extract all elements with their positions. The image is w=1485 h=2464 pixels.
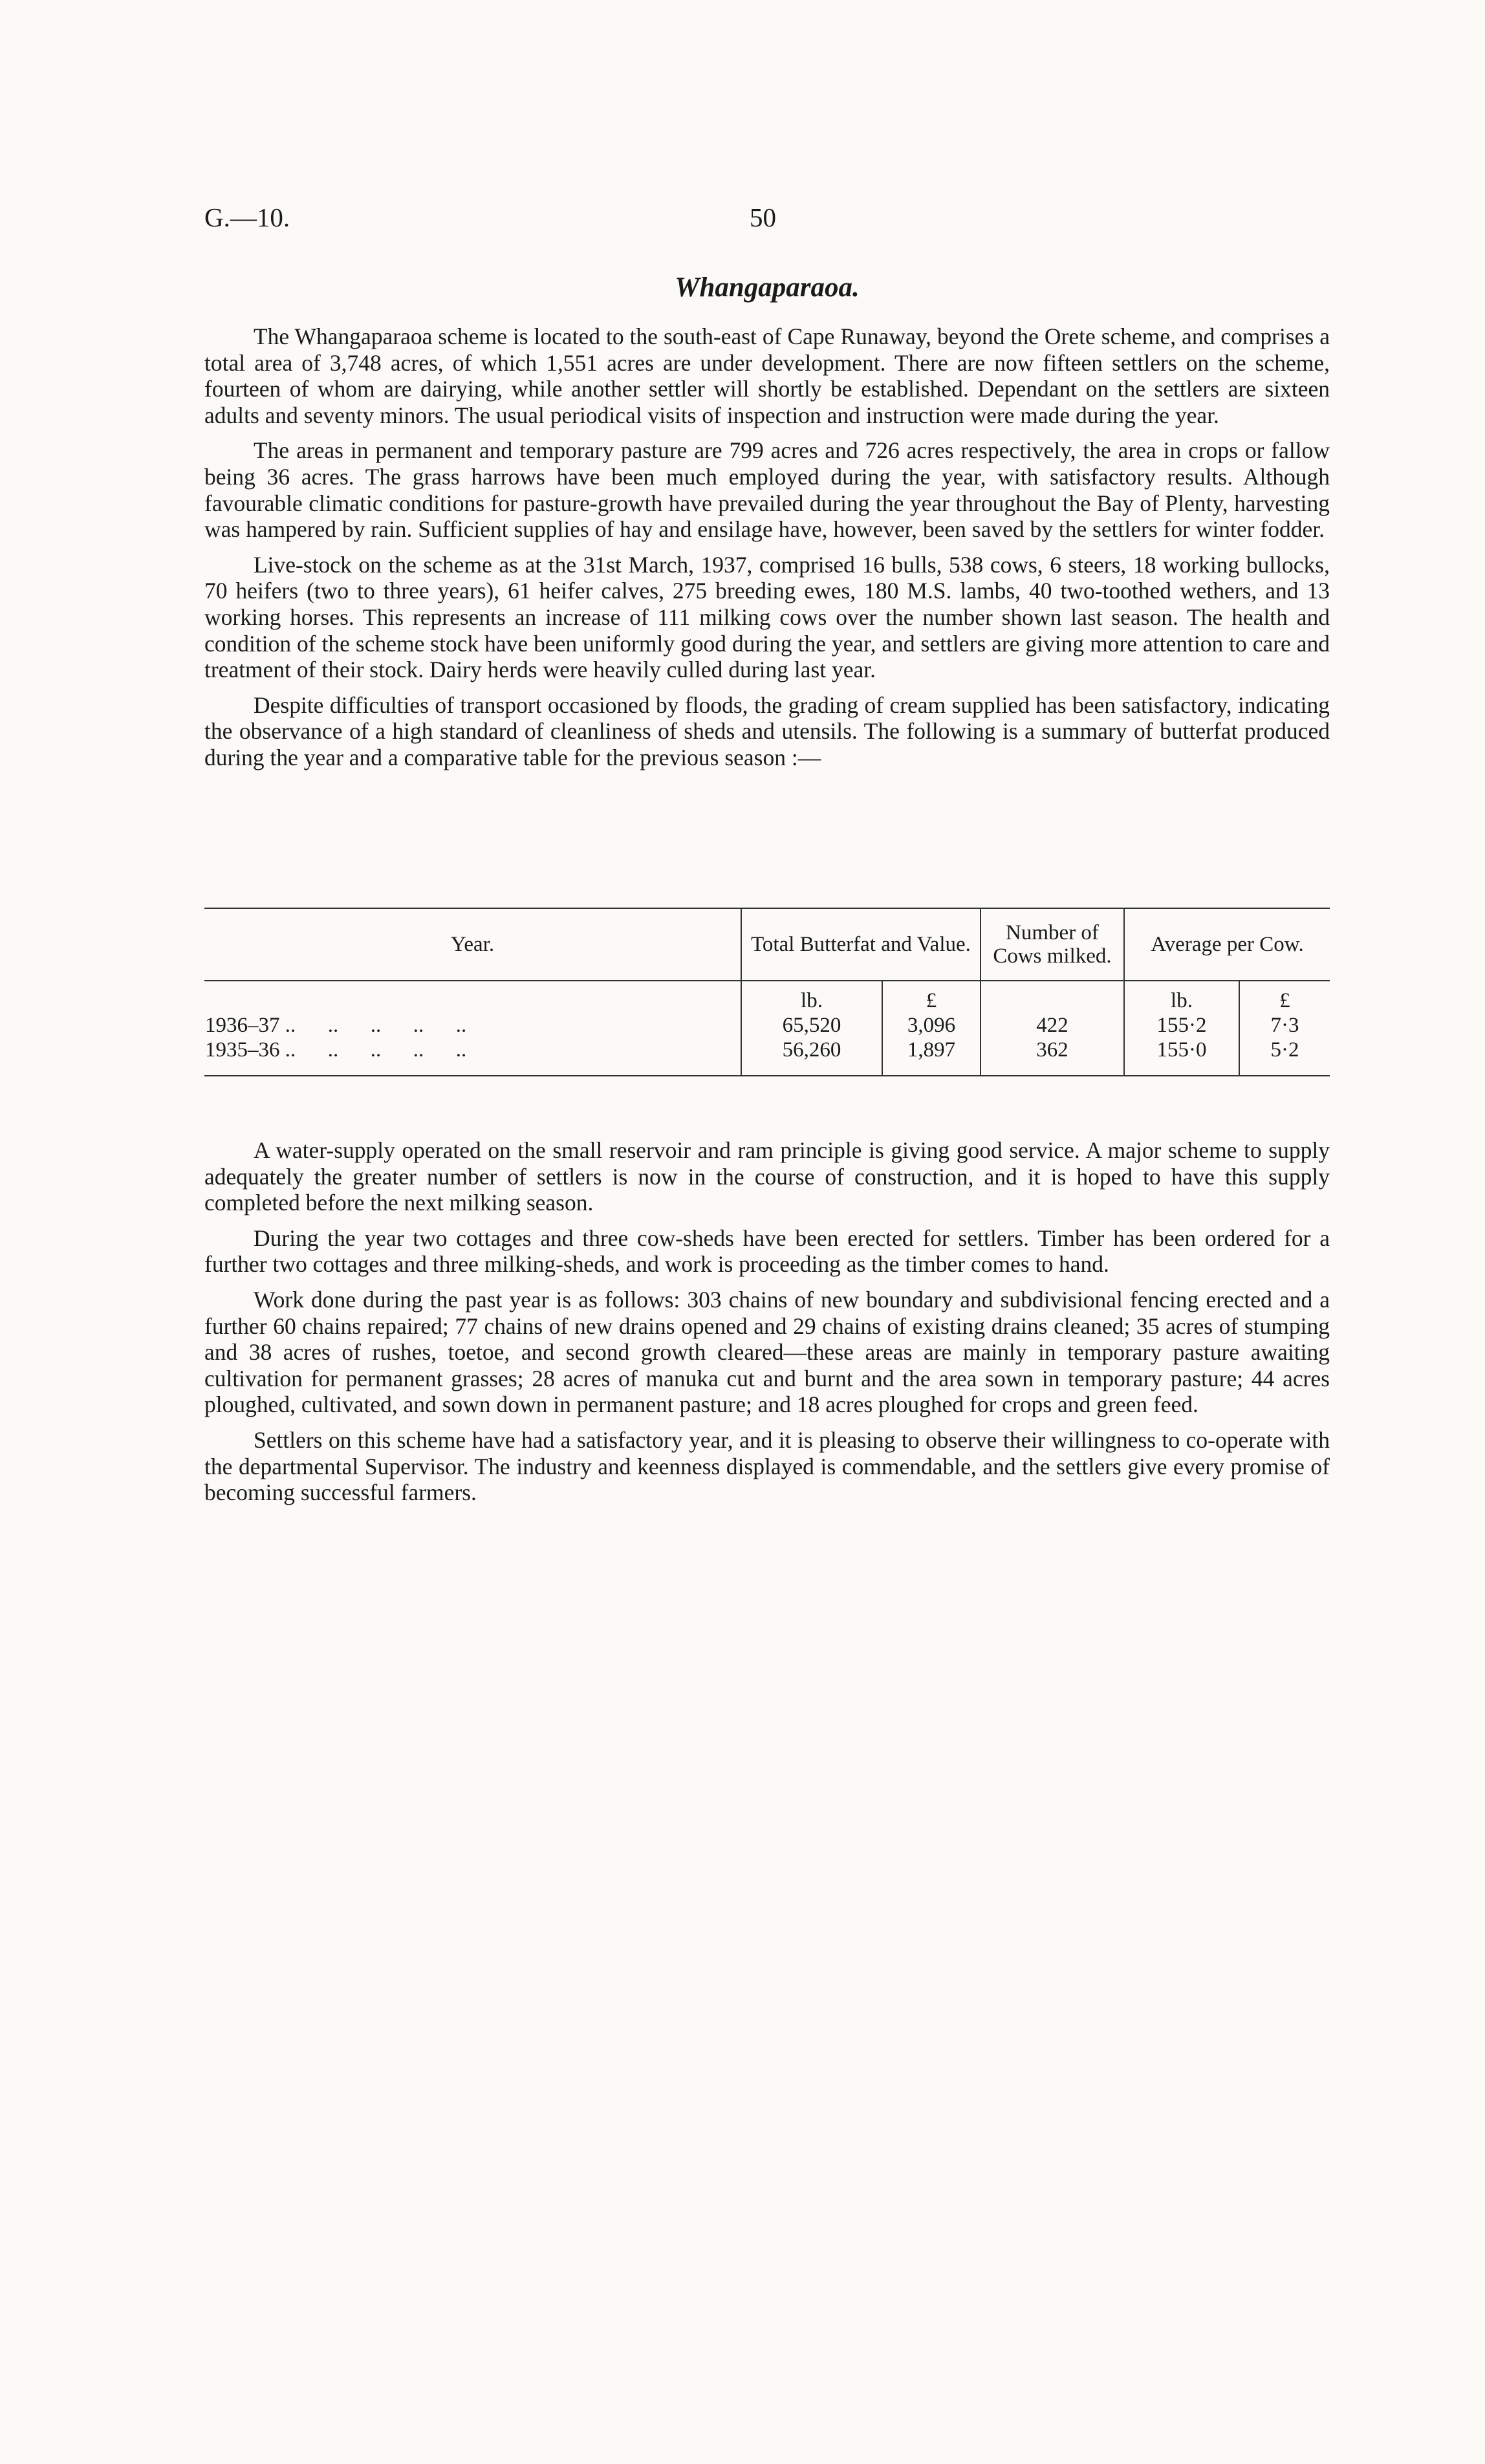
body-text-top <box>204 323 1330 780</box>
header-year: Year. <box>450 933 495 956</box>
paragraph: A water-supply operated on the small reservoir and ram principle is giving good service. A major scheme to supply adequately the greater number of settlers is now in the course of construction, and it is hoped to have this supply completed before the next milking season. <box>204 1137 1330 1216</box>
paragraph: The areas in permanent and temporary pasture are 799 acres and 726 acres respectively, the area in crops or fallow being 36 acres. The grass harrows have been much employed during the year, with satisfactory results. Although favourable climatic conditions for pasture-growth have prevailed during the year throughout the Bay of Plenty, harvesting was hampered by rain. Sufficient supplies of hay and ensilage have, however, been saved by the settlers for winter fodder. <box>204 437 1330 543</box>
unit-average-lb: lb. <box>1124 981 1239 1013</box>
butterfat-table <box>204 908 1330 1076</box>
page-number: 50 <box>750 202 776 232</box>
document-reference: G.—10. <box>204 202 290 232</box>
paragraph: The Whangaparaoa scheme is located to the south-east of Cape Runaway, beyond the Orete scheme, and comprises a total area of 3,748 acres, of which 1,551 acres are under development. There are now fifteen settlers on the scheme, fourteen of whom are dairying, while another settler will shortly be established. Dependant on the settlers are sixteen adults and seventy minors. The usual periodical visits of inspection and instruction were made during the year. <box>204 323 1330 428</box>
table-row <box>204 1038 1330 1062</box>
unit-butterfat-lb: lb. <box>741 981 882 1013</box>
row-year: 1935–36 .. .. .. .. .. <box>205 1038 467 1062</box>
row-value: 1,897 <box>882 1038 981 1062</box>
header-cows: Number of Cows milked. <box>981 909 1124 981</box>
row-average-lb: 155·0 <box>1124 1038 1239 1062</box>
table-row <box>204 1013 1330 1038</box>
paragraph: Settlers on this scheme have had a satisfactory year, and it is pleasing to observe their willingness to co-operate with the departmental Supervisor. The industry and keenness displayed is commendable, and the settlers give every promise of becoming successful farmers. <box>204 1426 1330 1506</box>
paragraph: Work done during the past year is as follows: 303 chains of new boundary and subdivisional fencing erected and a further 60 chains repaired; 77 chains of new drains opened and 29 chains of existing drains cleaned; 35 acres of stumping and 38 acres of rushes, toetoe, and second growth cleared—these areas are mainly in temporary pasture awaiting cultivation for permanent grasses; 28 acres of manuka cut and burnt and the area sown in temporary pasture; 44 acres ploughed, cultivated, and sown down in permanent pasture; and 18 acres ploughed for crops and green feed. <box>204 1286 1330 1418</box>
header-average: Average per Cow. <box>1124 909 1330 981</box>
header-butterfat: Total Butterfat and Value. <box>741 909 981 981</box>
row-butterfat-lb: 56,260 <box>741 1038 882 1062</box>
row-value: 3,096 <box>882 1013 981 1038</box>
paragraph: Live-stock on the scheme as at the 31st March, 1937, comprised 16 bulls, 538 cows, 6 steers, 18 working bullocks, 70 heifers (two to three years), 61 heifer calves, 275 breeding ewes, 180 M.S. lambs, 40 two-toothed wethers, and 13 working horses. This represents an increase of 111 milking cows over the number shown last season. The health and condition of the scheme stock have been uniformly good during the year, and settlers are giving more attention to care and treatment of their stock. Dairy herds were heavily culled during last year. <box>204 551 1330 683</box>
unit-average-value: £ <box>1239 981 1330 1013</box>
row-butterfat-lb: 65,520 <box>741 1013 882 1038</box>
section-title: Whangaparaoa. <box>675 272 860 303</box>
row-average-value: 5·2 <box>1239 1038 1330 1062</box>
row-cows: 422 <box>981 1013 1124 1038</box>
row-year: 1936–37 .. .. .. .. .. <box>205 1014 467 1037</box>
unit-butterfat-value: £ <box>882 981 981 1013</box>
row-average-lb: 155·2 <box>1124 1013 1239 1038</box>
row-average-value: 7·3 <box>1239 1013 1330 1038</box>
row-cows: 362 <box>981 1038 1124 1062</box>
paragraph: During the year two cottages and three cow-sheds have been erected for settlers. Timber has been ordered for a further two cottages and three milking-sheds, and work is proceeding as the timber comes to hand. <box>204 1225 1330 1278</box>
page-header <box>204 202 1330 241</box>
body-text-bottom <box>204 1137 1330 1515</box>
paragraph: Despite difficulties of transport occasioned by floods, the grading of cream supplied has been satisfactory, indicating the observance of a high standard of cleanliness of sheds and utensils. The following is a summary of butterfat produced during the year and a comparative table for the previous season :— <box>204 692 1330 770</box>
